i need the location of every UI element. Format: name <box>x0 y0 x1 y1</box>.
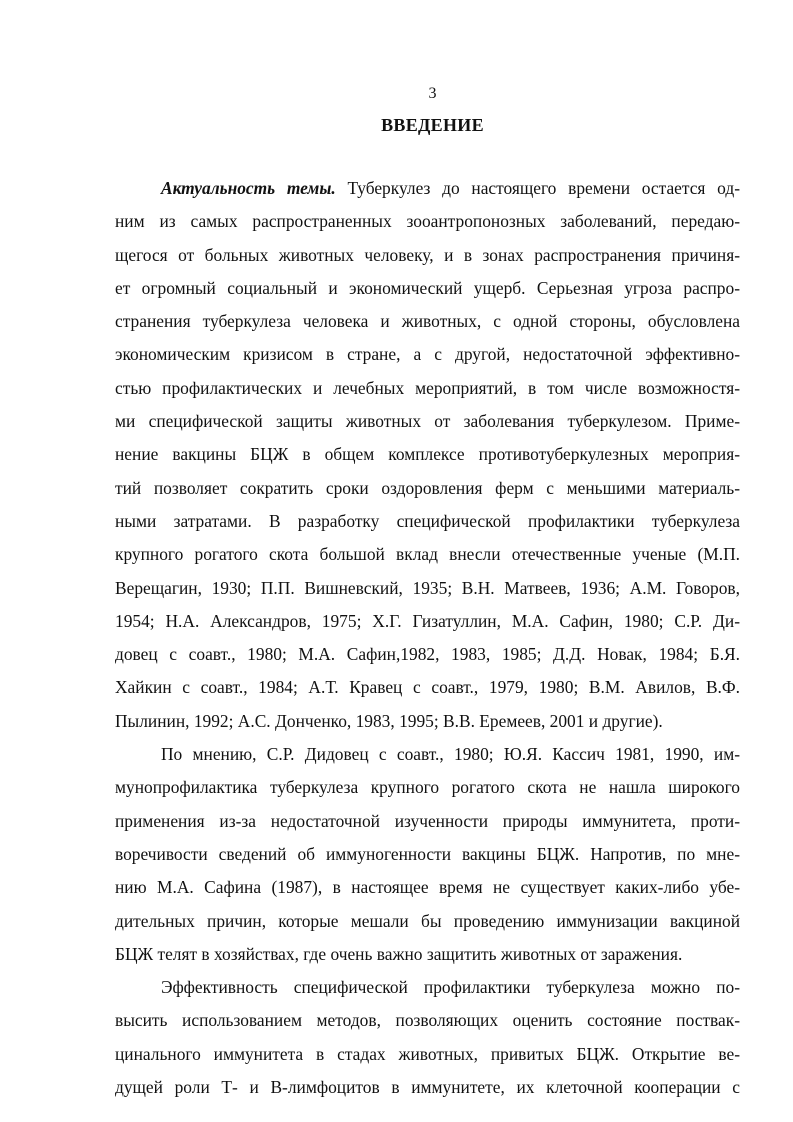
paragraph-line: дущей роли Т- и В-лимфоцитов в иммунитете, их клеточной кооперации с <box>115 1077 740 1098</box>
paragraph-line: ним из самых распространенных зооантропонозных заболеваний, передаю- <box>115 211 740 232</box>
paragraph-line: довец с соавт., 1980; М.А. Сафин,1982, 1983, 1985; Д.Д. Новак, 1984; Б.Я. <box>115 644 740 665</box>
paragraph-line: цинального иммунитета в стадах животных, привитых БЦЖ. Открытие ве- <box>115 1043 740 1064</box>
paragraph-line: Верещагин, 1930; П.П. Вишневский, 1935; В.Н. Матвеев, 1936; А.М. Говоров, <box>115 577 740 598</box>
paragraph-line: крупного рогатого скота большой вклад внесли отечественные ученые (М.П. <box>115 544 740 565</box>
paragraph-line: нию М.А. Сафина (1987), в настоящее время не существует каких-либо убе- <box>115 877 740 898</box>
paragraph-line: высить использованием методов, позволяющих оценить состояние поствак- <box>115 1010 740 1031</box>
paragraph-line: нение вакцины БЦЖ в общем комплексе противотуберкулезных мероприя- <box>115 444 740 465</box>
paragraph-line: ными затратами. В разработку специфической профилактики туберкулеза <box>115 510 740 531</box>
body-text <box>115 172 740 1104</box>
page-heading: ВВЕДЕНИЕ <box>381 115 484 135</box>
paragraph-line: 1954; Н.А. Александров, 1975; Х.Г. Гизатуллин, М.А. Сафин, 1980; С.Р. Ди- <box>115 610 740 631</box>
paragraph-line: мунопрофилактика туберкулеза крупного рогатого скота не нашла широкого <box>115 777 740 798</box>
paragraph-line: По мнению, С.Р. Дидовец с соавт., 1980; Ю.Я. Кассич 1981, 1990, им- <box>161 744 740 765</box>
paragraph-line <box>115 172 740 205</box>
page-number: 3 <box>428 85 437 102</box>
paragraph-line: щегося от больных животных человеку, и в зонах распространения причиня- <box>115 244 740 265</box>
paragraph-line: странения туберкулеза человека и животных, с одной стороны, обусловлена <box>115 311 740 332</box>
paragraph-line-text: Туберкулез до настоящего времени остается од- <box>335 178 740 198</box>
paragraph-line: стью профилактических и лечебных мероприятий, в том числе возможностя- <box>115 377 740 398</box>
paragraph-line: Хайкин с соавт., 1984; А.Т. Кравец с соавт., 1979, 1980; В.М. Авилов, В.Ф. <box>115 677 740 698</box>
paragraph-line: ми специфической защиты животных от заболевания туберкулезом. Приме- <box>115 411 740 432</box>
paragraph-line: Пылинин, 1992; А.С. Донченко, 1983, 1995; В.В. Еремеев, 2001 и другие). <box>115 710 663 731</box>
paragraph-line: экономическим кризисом в стране, а с другой, недостаточной эффективно- <box>115 344 740 365</box>
paragraph-line: воречивости сведений об иммуногенности вакцины БЦЖ. Напротив, по мне- <box>115 843 740 864</box>
paragraph-line: Эффективность специфической профилактики туберкулеза можно по- <box>161 977 740 998</box>
paragraph-line: применения из-за недостаточной изученности природы иммунитета, проти- <box>115 810 740 831</box>
paragraph-line: дительных причин, которые мешали бы проведению иммунизации вакциной <box>115 910 740 931</box>
paragraph-line: ет огромный социальный и экономический ущерб. Серьезная угроза распро- <box>115 277 740 298</box>
paragraph-line: БЦЖ телят в хозяйствах, где очень важно защитить животных от заражения. <box>115 943 683 964</box>
paragraph-line: тий позволяет сократить сроки оздоровления ферм с меньшими материаль- <box>115 477 740 498</box>
paragraph-lead: Актуальность темы. <box>161 178 336 198</box>
